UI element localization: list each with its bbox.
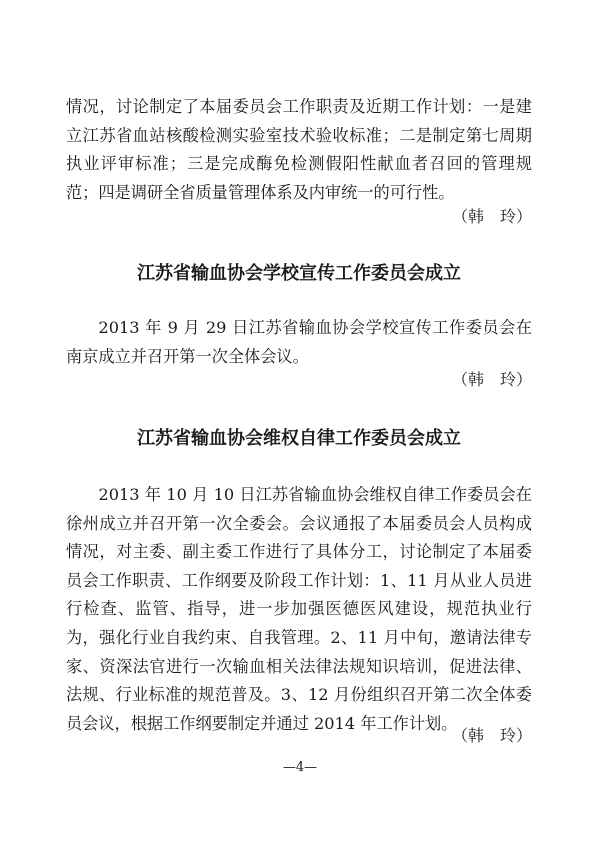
rights-paragraph: 2013 年 10 月 10 日江苏省输血协会维权自律工作委员会在徐州成立并召开第一次全委会。会议通报了本届委员会人员构成情况，对主委、副主委工作进行了具体分工，讨论制定了本届委员会工作职责、工作纲要及阶段工作计划：1、11 月从业人员进行检查、监管、指导，进一步加强医德医风建设，规范执业行为，强化行业自我约束、自我管理。2、11 月中旬，邀请法律专家、资深法官进行一次输血相关法律法规知识培训，促进法律、法规、行业标准的规范普及。3、12 月份组织召开第二次全体委员会议，根据工作纲要制定并通过 2014 年工作计划。: [66, 485, 532, 733]
intro-author: （韩 玲）: [451, 207, 532, 226]
school-author: （韩 玲）: [451, 370, 532, 389]
page-number: —4—: [282, 760, 318, 775]
intro-paragraph: 情况，讨论制定了本届委员会工作职责及近期工作计划：一是建立江苏省血站核酸检测实验室技术验收标准；二是制定第七周期执业评审标准；三是完成酶免检测假阳性献血者召回的管理规范；四是调研全省质量管理体系及内审统一的可行性。: [66, 97, 532, 202]
school-section-title: 江苏省输血协会学校宣传工作委员会成立: [137, 263, 461, 284]
rights-author: （韩 玲）: [451, 726, 532, 745]
school-paragraph: 2013 年 9 月 29 日江苏省输血协会学校宣传工作委员会在南京成立并召开第一次全体会议。: [66, 318, 532, 366]
rights-section-title: 江苏省输血协会维权自律工作委员会成立: [137, 428, 461, 449]
